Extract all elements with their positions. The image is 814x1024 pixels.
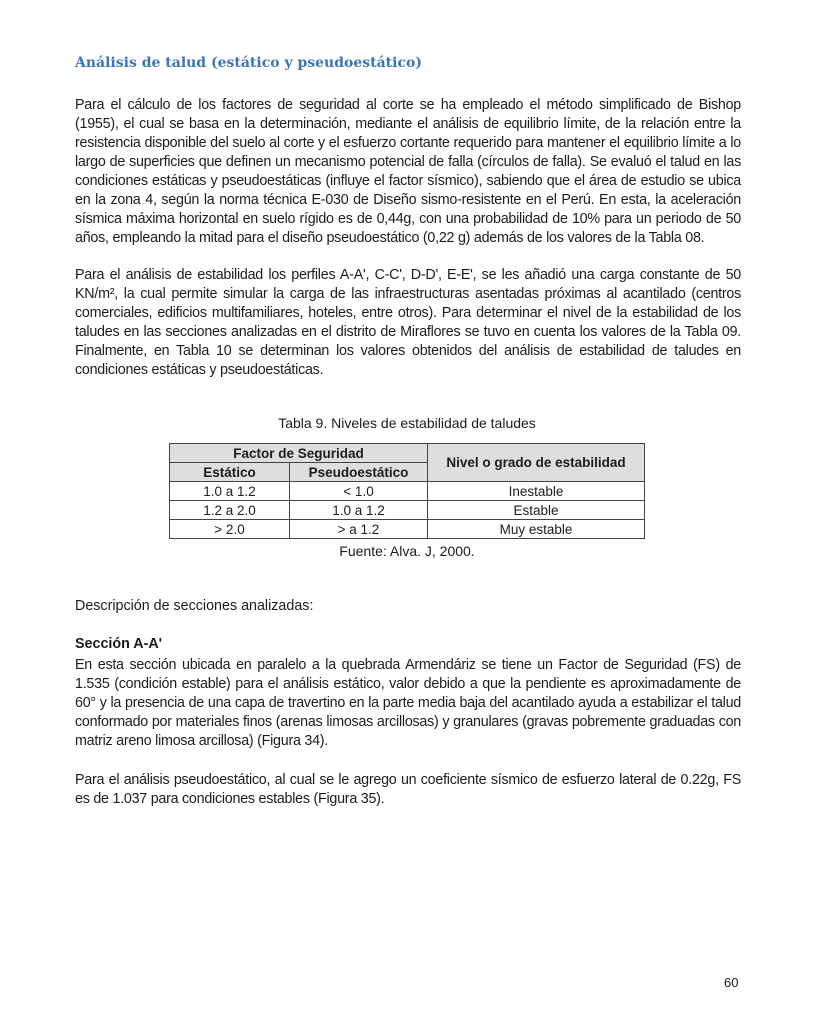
subsection-title: Sección A-A': [75, 636, 163, 652]
stability-levels-table: [169, 443, 645, 539]
header-pseudoestatico: Pseudoestático: [290, 463, 428, 482]
cell-level: Muy estable: [428, 520, 645, 539]
paragraph-stability-profiles: Para el análisis de estabilidad los perfiles A-A', C-C', D-D', E-E', se les añadió una carga constante de 50 KN/m², la cual permite simular la carga de las infraestructuras asentadas próximas al acantilado (centros comerciales, edificios multifamiliares, hoteles, entre otros). Para determinar el nivel de la estabilidad de los taludes en las secciones analizadas en el distrito de Miraflores se tuvo en cuenta los valores de la Tabla 09. Finalmente, en Tabla 10 se determinan los valores obtenidos del análisis de estabilidad de taludes en condiciones estáticas y pseudoestáticas.: [75, 267, 741, 378]
cell-pseudo: > a 1.2: [290, 520, 428, 539]
table-row: [170, 501, 645, 520]
page-number: 60: [724, 975, 739, 990]
cell-static: 1.2 a 2.0: [170, 501, 290, 520]
table-source: Fuente: Alva. J, 2000.: [339, 543, 475, 559]
description-label: Descripción de secciones analizadas:: [75, 598, 314, 614]
section-heading: Análisis de talud (estático y pseudoestático): [75, 55, 422, 71]
table-row: [170, 482, 645, 501]
paragraph-section-aa-pseudo: Para el análisis pseudoestático, al cual se le agrego un coeficiente sísmico de esfuerzo lateral de 0.22g, FS es de 1.037 para condiciones estables (Figura 35).: [75, 772, 741, 807]
cell-static: > 2.0: [170, 520, 290, 539]
table-caption: Tabla 9. Niveles de estabilidad de taludes: [278, 415, 536, 431]
header-factor-seguridad: Factor de Seguridad: [170, 444, 428, 463]
cell-static: 1.0 a 1.2: [170, 482, 290, 501]
header-estatico: Estático: [170, 463, 290, 482]
cell-level: Estable: [428, 501, 645, 520]
cell-level: Inestable: [428, 482, 645, 501]
paragraph-section-aa-static: En esta sección ubicada en paralelo a la quebrada Armendáriz se tiene un Factor de Seguridad (FS) de 1.535 (condición estable) para el análisis estático, valor debido a que la pendiente es aproximadamente de 60° y la presencia de una capa de travertino en la parte media baja del acantilado ayuda a estabilizar el talud conformado por materiales finos (arenas limosas arcillosas) y granulares (gravas pobremente graduadas con matriz areno limosa arcillosa) (Figura 34).: [75, 657, 741, 749]
paragraph-bishop-method: Para el cálculo de los factores de seguridad al corte se ha empleado el método simplificado de Bishop (1955), el cual se basa en la determinación, mediante el análisis de equilibrio límite, de la relación entre la resistencia disponible del suelo al corte y el esfuerzo cortante requerido para mantener el equilibrio límite a lo largo de superficies que definen un mecanismo potencial de falla (círculos de falla). Se evaluó el talud en las condiciones estáticas y pseudoestáticas (influye el factor sísmico), sabiendo que el área de estudio se ubica en la zona 4, según la norma técnica E-030 de Diseño sismo-resistente en el Perú. En esta, la aceleración sísmica máxima horizontal en suelo rígido es de 0,44g, con una probabilidad de 10% para un periodo de 50 años, empleando la mitad para el diseño pseudoestático (0,22 g) además de los valores de la Tabla 08.: [75, 97, 741, 246]
table-row: [170, 520, 645, 539]
cell-pseudo: < 1.0: [290, 482, 428, 501]
header-nivel-estabilidad: Nivel o grado de estabilidad: [428, 444, 645, 482]
cell-pseudo: 1.0 a 1.2: [290, 501, 428, 520]
